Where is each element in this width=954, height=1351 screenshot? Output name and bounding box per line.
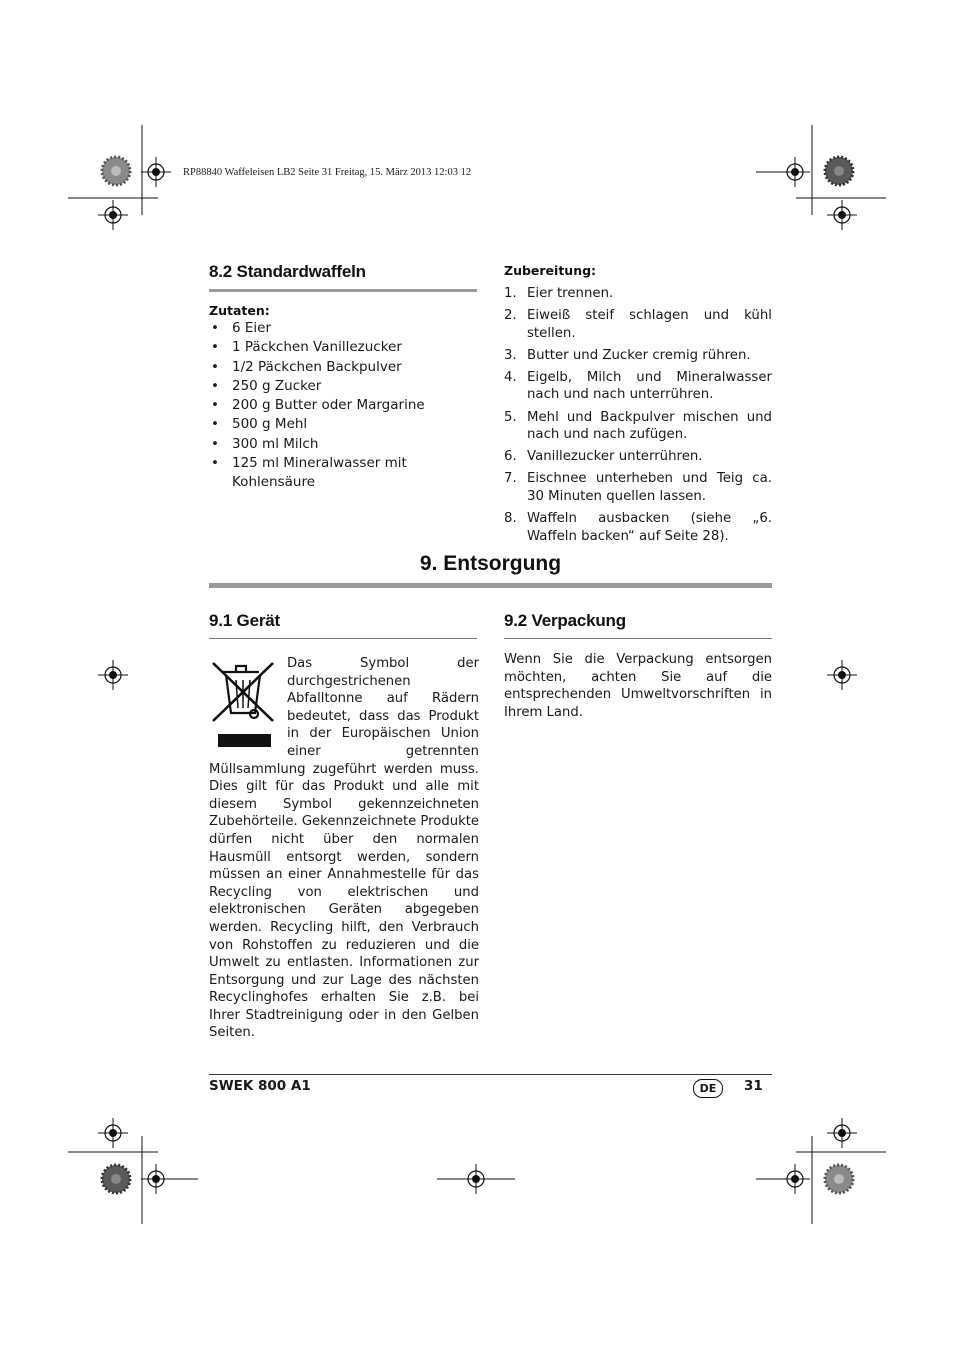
ingredient-item: • 125 ml Mineralwasser mit Kohlensäure [209, 454, 479, 493]
ingredient-item: • 200 g Butter oder Margarine [209, 396, 479, 415]
section-9-heading: 9. Entsorgung [419, 552, 562, 575]
ingredient-item: • 1/2 Päckchen Backpulver [209, 358, 479, 377]
section-9-2-heading: 9.2 Verpackung [504, 611, 626, 630]
page-number: 31 [744, 1078, 763, 1094]
footer-model: SWEK 800 A1 [209, 1078, 311, 1094]
geraet-text: Das Symbol der durchgestrichenen Abfalltonne auf Rädern bedeutet, dass das Produkt in der Europäischen Union einer getrennten Müllsammlung zugeführt werden muss. Dies gilt für das Produkt und alle mit diesem Symbol gekennzeichneten Zubehörteile. Gekennzeichnete Produkte dürfen nicht über den normalen Hausmüll entsorgt werden, sondern müssen an einer Annahmestelle für das Recycling von elektrischen und elektronischen Geräten abgegeben werden. Recycling hilft, den Verbrauch von Rohstoffen zu reduzieren und die Umwelt zu entlasten. Informationen zur Entsorgung und zur Lage des nächsten Recyclinghofes erhalten Sie z.B. bei Ihrer Stadtreinigung oder in den Gelben Seiten. [209, 656, 479, 1041]
registration-crosshair-icon [98, 1118, 128, 1148]
step-text: Waffeln ausbacken (siehe „6. Waffeln backen“ auf Seite 28). [527, 511, 772, 544]
color-wheel-icon [824, 156, 854, 186]
step-text: Mehl und Backpulver mischen und nach und nach zufügen. [527, 409, 772, 443]
ingredients-label: Zutaten: [209, 303, 270, 318]
registration-crosshair-icon [98, 200, 128, 230]
step-number: 2. [504, 308, 517, 324]
step-text: Eigelb, Milch und Mineralwasser nach und nach unterrühren. [527, 369, 772, 403]
ingredient-item: • 6 Eier [209, 319, 479, 338]
crop-marks [756, 171, 796, 173]
crop-marks [756, 1178, 796, 1180]
registration-crosshair-icon [827, 660, 857, 690]
ingredient-item: • 1 Päckchen Vanillezucker [209, 338, 479, 357]
crop-marks [437, 1178, 515, 1180]
step-number: 7. [504, 471, 517, 487]
step-text: Eischnee unterheben und Teig ca. 30 Minuten quellen lassen. [527, 471, 772, 504]
color-wheel-icon [101, 1164, 131, 1194]
step-text: Eier trennen. [527, 286, 614, 301]
registration-crosshair-icon [141, 157, 171, 187]
crop-marks [148, 1178, 198, 1180]
registration-crosshair-icon [98, 660, 128, 690]
step-text: Butter und Zucker cremig rühren. [527, 347, 751, 363]
section-9-1-heading: 9.1 Gerät [209, 611, 280, 630]
step-text: Eiweiß steif schlagen und kühl stellen. [527, 308, 772, 341]
step-text: Vanillezucker unterrühren. [527, 449, 703, 465]
verpackung-text: Wenn Sie die Verpackung entsorgen möchten, achten Sie auf die entsprechenden Umweltvorschriften in Ihrem Land. [504, 652, 772, 720]
color-wheel-icon [101, 156, 131, 186]
step-number: 6. [504, 449, 517, 465]
color-wheel-icon [824, 1164, 854, 1194]
step-number: 4. [504, 369, 517, 385]
print-slug: RP88840 Waffeleisen LB2 Seite 31 Freitag, 15. März 2013 12:03 12 [183, 167, 472, 178]
language-badge: DE [693, 1079, 723, 1098]
registration-crosshair-icon [827, 200, 857, 230]
ingredient-item: • 250 g Zucker [209, 377, 479, 396]
step-number: 1. [504, 286, 517, 301]
step-number: 3. [504, 347, 517, 363]
preparation-label: Zubereitung: [504, 263, 597, 278]
ingredient-item: • 500 g Mehl [209, 415, 479, 434]
step-number: 8. [504, 511, 517, 527]
registration-crosshair-icon [827, 1118, 857, 1148]
ingredient-item: • 300 ml Milch [209, 435, 479, 454]
step-number: 5. [504, 409, 517, 425]
section-8-2-heading: 8.2 Standardwaffeln [209, 262, 366, 281]
